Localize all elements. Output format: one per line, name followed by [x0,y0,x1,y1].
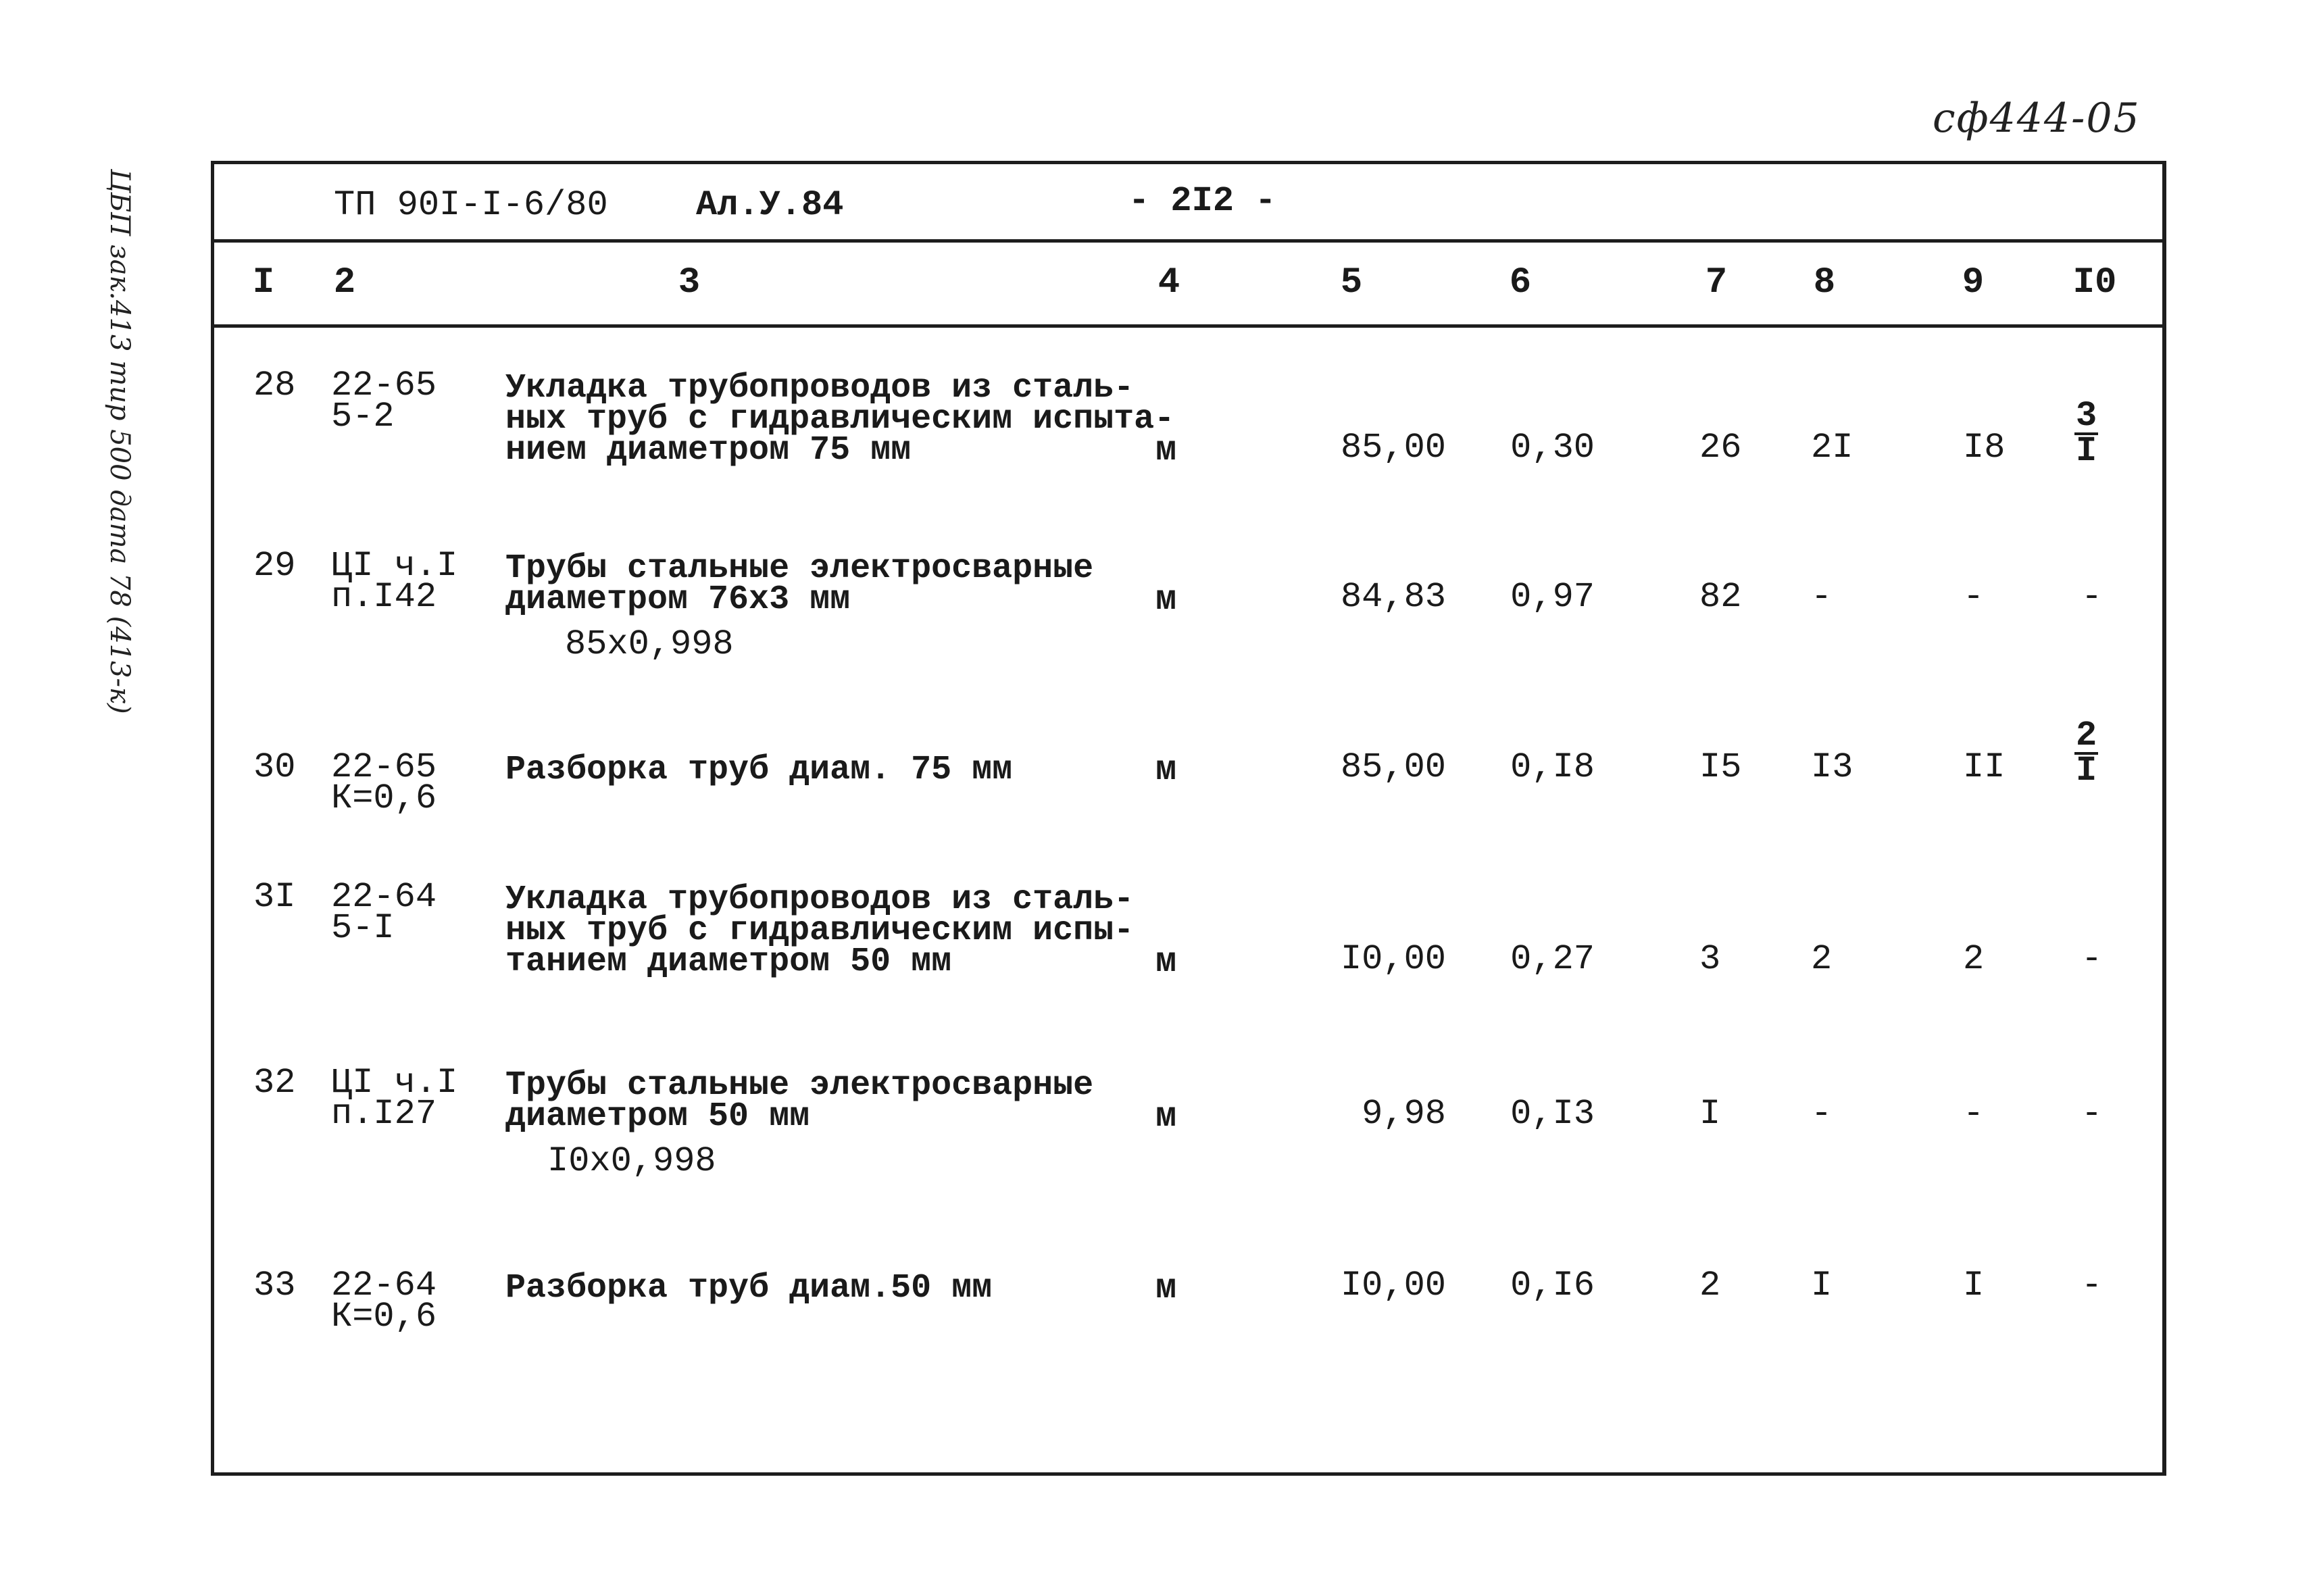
rate: 0,27 [1510,939,1595,979]
col8-value: 2I [1811,428,1853,468]
work-description: Укладка трубопроводов из сталь- ных труб с гидравлическим испыта- нием диаметром 75 мм [505,369,1175,470]
norm-reference: 22-64 К=0,6 [331,1266,437,1337]
quantity-calculation: 85х0,998 [565,624,734,664]
column-number: 5 [1340,262,1363,303]
document-stamp: сф444-05 [1933,95,2141,142]
unit: м [1155,1097,1177,1137]
col9-value: 2 [1963,939,1985,979]
column-number: 2 [333,262,356,303]
col9-value: - [1963,1094,1985,1134]
row-number: 29 [253,546,296,586]
col7-value: 26 [1699,428,1742,468]
quantity: 85,00 [1340,747,1446,787]
column-number: 4 [1158,262,1180,303]
column-number: 6 [1509,262,1532,303]
col10-denominator: I [2076,751,2097,791]
column-number: 7 [1705,262,1728,303]
document-code: ТП 90I-I-6/80 [334,185,608,225]
row-number: 32 [253,1063,296,1103]
col8-value: I [1811,1266,1833,1305]
album-number: Ал.У.84 [696,185,844,225]
col8-value: I3 [1811,747,1853,787]
col8-value: - [1811,1094,1833,1134]
col10-value: - [2081,1094,2103,1134]
col10-value: - [2081,1266,2103,1305]
col10-denominator: I [2076,431,2097,471]
unit: м [1155,430,1177,470]
work-description: Разборка труб диам. 75 мм [505,751,1013,789]
norm-reference: 22-65 5-2 [331,366,437,437]
column-number: I [252,262,275,303]
rate: 0,I8 [1510,747,1595,787]
work-description: Трубы стальные электросварные диаметром 76х3 мм [505,549,1094,619]
side-print-note: ЦБП зак.413 тир 500 дата 78 (413-к) [104,169,135,714]
unit: м [1155,1268,1177,1308]
unit: м [1155,580,1177,620]
rate: 0,97 [1510,577,1595,617]
quantity: 85,00 [1340,428,1446,468]
norm-reference: ЦI ч.I п.I42 [331,546,458,617]
col10-numerator: 3 [2076,396,2097,436]
quantity: 9,98 [1362,1094,1446,1134]
unit: м [1155,942,1177,982]
page-number: - 2I2 - [1128,181,1276,221]
col9-value: II [1963,747,2006,787]
col8-value: 2 [1811,939,1833,979]
quantity: 84,83 [1340,577,1446,617]
norm-reference: 22-64 5-I [331,877,437,948]
unit: м [1155,750,1177,790]
quantity-calculation: I0х0,998 [547,1141,716,1181]
page-frame [211,161,2166,1476]
column-number: 3 [678,262,701,303]
norm-reference: ЦI ч.I п.I27 [331,1063,458,1134]
rate: 0,I6 [1510,1266,1595,1305]
row-number: 33 [253,1266,296,1305]
header-rule [211,239,2166,243]
work-description: Укладка трубопроводов из сталь- ных труб с гидравлическим испы- танием диаметром 50 мм [505,880,1135,981]
col8-value: - [1811,577,1833,617]
work-description: Разборка труб диам.50 мм [505,1269,993,1307]
rate: 0,30 [1510,428,1595,468]
row-number: 28 [253,366,296,405]
column-number-rule [211,324,2166,328]
row-number: 3I [253,877,296,917]
rate: 0,I3 [1510,1094,1595,1134]
norm-reference: 22-65 К=0,6 [331,747,437,818]
col7-value: I [1699,1094,1721,1134]
column-number: I0 [2072,262,2117,303]
col7-value: 2 [1699,1266,1721,1305]
col10-numerator: 2 [2076,716,2097,755]
col7-value: 3 [1699,939,1721,979]
col9-value: I [1963,1266,1985,1305]
quantity: I0,00 [1340,939,1446,979]
col10-value: - [2081,939,2103,979]
col7-value: I5 [1699,747,1742,787]
col9-value: - [1963,577,1985,617]
quantity: I0,00 [1340,1266,1446,1305]
row-number: 30 [253,747,296,787]
col10-fraction [2074,716,2098,791]
col7-value: 82 [1699,577,1742,617]
col10-value: - [2081,577,2103,617]
work-description: Трубы стальные электросварные диаметром 50 мм [505,1066,1094,1136]
column-number: 8 [1813,262,1836,303]
col9-value: I8 [1963,428,2006,468]
col10-fraction [2074,396,2098,471]
column-number: 9 [1962,262,1985,303]
